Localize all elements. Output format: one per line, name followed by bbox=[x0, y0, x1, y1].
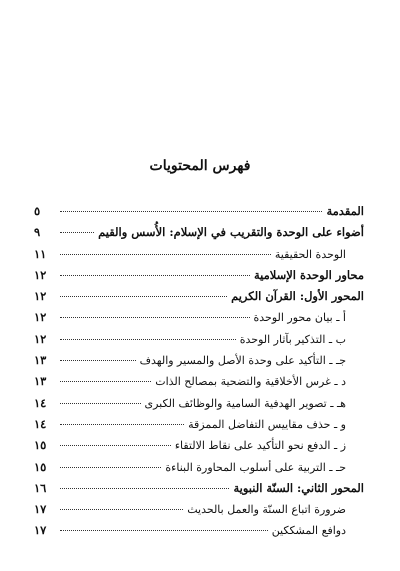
dot-leader bbox=[60, 466, 161, 468]
toc-entry bbox=[34, 247, 364, 268]
toc-entry-page-number: ٥ bbox=[34, 204, 41, 218]
dot-leader bbox=[60, 338, 236, 340]
toc-entry-label: حـ ـ التربية على أسلوب المحاورة البناءة bbox=[165, 460, 346, 474]
toc-entry-page-number: ١٥ bbox=[34, 438, 47, 453]
toc-entry-page-number: ١٢ bbox=[34, 289, 47, 304]
dot-leader bbox=[60, 380, 151, 382]
dot-leader bbox=[60, 402, 141, 404]
toc-entry-page-number: ١٧ bbox=[34, 502, 47, 517]
dot-leader bbox=[60, 508, 183, 510]
dot-leader bbox=[60, 253, 271, 255]
toc-entry-label: المحور الثاني: السنّة النبوية bbox=[233, 480, 364, 495]
toc-entry-label: ز ـ الدفع نحو التأكيد على نقاط الالتقاء bbox=[174, 439, 346, 453]
toc-entry-page-number: ١٢ bbox=[34, 267, 47, 282]
toc-entry-page-number: ١٥ bbox=[34, 459, 47, 474]
toc-entry-label: الوحدة الحقيقية bbox=[274, 247, 346, 261]
toc-entry bbox=[34, 353, 364, 374]
dot-leader bbox=[60, 359, 136, 361]
toc-entry bbox=[34, 438, 364, 459]
toc-entry-label: د ـ غرس الأخلاقية والتضحية بمصالح الذات bbox=[155, 375, 346, 389]
toc-entry-page-number: ١٢ bbox=[34, 310, 47, 325]
toc-entry-label: جـ ـ التأكيد على وحدة الأصل والمسير والهدف bbox=[139, 354, 346, 368]
dot-leader bbox=[60, 487, 229, 489]
toc-entry bbox=[34, 417, 364, 438]
dot-leader bbox=[60, 274, 250, 276]
dot-leader bbox=[60, 295, 227, 297]
toc-entry-label: المقدمة bbox=[326, 204, 364, 218]
dot-leader bbox=[60, 210, 322, 212]
toc-entry bbox=[34, 396, 364, 417]
toc-entry bbox=[34, 310, 364, 331]
dot-leader bbox=[60, 316, 250, 318]
table-of-contents bbox=[34, 204, 364, 545]
toc-entry bbox=[34, 225, 364, 246]
toc-entry-page-number: ١٦ bbox=[34, 480, 47, 495]
dot-leader bbox=[60, 444, 171, 446]
toc-entry bbox=[34, 502, 364, 523]
toc-entry bbox=[34, 481, 364, 502]
dot-leader bbox=[60, 231, 94, 233]
toc-entry-label: محاور الوحدة الإسلامية bbox=[253, 267, 364, 282]
toc-entry-page-number: ١٣ bbox=[34, 374, 47, 389]
toc-entry-page-number: ١٤ bbox=[34, 395, 47, 410]
toc-entry bbox=[34, 523, 364, 544]
toc-entry-label: و ـ حذف مقاييس التفاضل الممزقة bbox=[188, 417, 346, 431]
toc-entry-label: دوافع المشككين bbox=[271, 524, 346, 538]
toc-entry-page-number: ٩ bbox=[34, 225, 41, 240]
toc-entry-label: أ ـ بيان محور الوحدة bbox=[253, 311, 346, 325]
toc-entry-label: أضواء على الوحدة والتقريب في الإسلام: الأُسس والقيم bbox=[98, 225, 364, 240]
toc-entry bbox=[34, 460, 364, 481]
toc-entry-label: هـ ـ تصوير الهدفية السامية والوظائف الكبرى bbox=[144, 396, 346, 410]
dot-leader bbox=[60, 529, 268, 531]
toc-entry bbox=[34, 204, 364, 225]
toc-entry-page-number: ١١ bbox=[34, 246, 47, 261]
toc-entry-page-number: ١٣ bbox=[34, 353, 47, 368]
toc-entry-label: المحور الأول: القرآن الكريم bbox=[231, 289, 364, 304]
toc-entry-label: ضرورة اتباع السنّة والعمل بالحديث bbox=[187, 503, 346, 517]
toc-entry bbox=[34, 374, 364, 395]
toc-entry-page-number: ١٤ bbox=[34, 416, 47, 431]
toc-entry bbox=[34, 289, 364, 310]
toc-entry bbox=[34, 268, 364, 289]
toc-entry bbox=[34, 332, 364, 353]
toc-title: فهرس المحتويات bbox=[149, 158, 251, 174]
dot-leader bbox=[60, 423, 184, 425]
toc-entry-label: ب ـ التذكير بآثار الوحدة bbox=[239, 332, 346, 346]
toc-entry-page-number: ١٢ bbox=[34, 331, 47, 346]
toc-entry-page-number: ١٧ bbox=[34, 523, 47, 538]
